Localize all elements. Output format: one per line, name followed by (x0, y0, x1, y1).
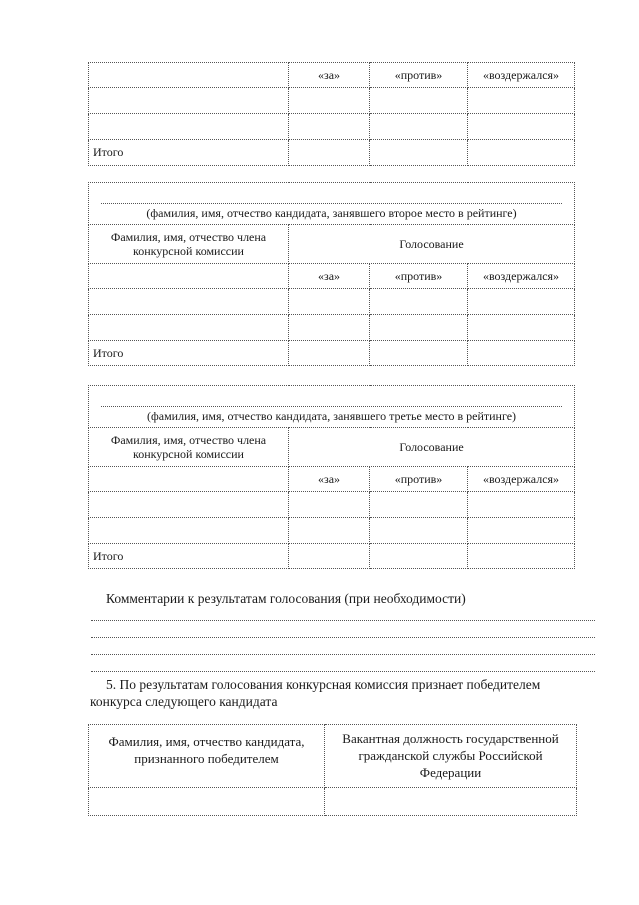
candidate-caption: (фамилия, имя, отчество кандидата, занявшего третье место в рейтинге) (146, 409, 517, 423)
voting-table-first-candidate (88, 62, 575, 166)
table-row (89, 88, 575, 114)
comment-line[interactable] (91, 637, 595, 638)
section-5-line-2: конкурса следующего кандидата (90, 694, 278, 709)
member-header: Фамилия, имя, отчество члена конкурсной комиссии (89, 225, 289, 264)
candidate-caption: (фамилия, имя, отчество кандидата, занявшего второе место в рейтинге) (146, 206, 517, 220)
vacancy-cell[interactable] (325, 788, 577, 816)
vote-header-abstained: «воздержался» (468, 467, 575, 492)
candidate-name-field[interactable] (89, 386, 575, 428)
table-row (89, 492, 575, 518)
member-header: Фамилия, имя, отчество члена конкурсной комиссии (89, 428, 289, 467)
section-5-line-1: 5. По результатам голосования конкурсная комиссия признает победителем (106, 677, 541, 692)
voting-header: Голосование (289, 225, 575, 264)
vote-header-against: «против» (370, 467, 468, 492)
table-row (89, 315, 575, 341)
candidate-name-line (101, 186, 562, 204)
total-label: Итого (89, 341, 289, 366)
table-cell (89, 63, 289, 88)
vote-header-for: «за» (289, 63, 370, 88)
vote-header-for: «за» (289, 467, 370, 492)
vote-header-against: «против» (370, 63, 468, 88)
voting-table-third-candidate (88, 385, 575, 569)
winner-table (88, 724, 577, 816)
voting-header: Голосование (289, 428, 575, 467)
comment-line[interactable] (91, 620, 595, 621)
comments-label: Комментарии к результатам голосования (при необходимости) (106, 591, 466, 606)
comment-line[interactable] (91, 654, 595, 655)
table-row (89, 114, 575, 140)
table-row (89, 289, 575, 315)
vote-header-against: «против» (370, 264, 468, 289)
winner-name-header: Фамилия, имя, отчество кандидата, признанного победителем (89, 725, 325, 788)
table-row-total (89, 140, 575, 166)
total-label: Итого (89, 544, 289, 569)
vacancy-header: Вакантная должность государственной гражданской службы Российской Федерации (325, 725, 577, 788)
winner-name-cell[interactable] (89, 788, 325, 816)
vote-header-abstained: «воздержался» (468, 264, 575, 289)
voting-table-second-candidate (88, 182, 575, 366)
candidate-name-line (101, 389, 562, 407)
table-row (89, 788, 577, 816)
candidate-name-field[interactable] (89, 183, 575, 225)
table-row-total (89, 544, 575, 569)
total-label: Итого (89, 140, 289, 166)
section-5-paragraph (90, 676, 610, 710)
table-row (89, 518, 575, 544)
vote-header-for: «за» (289, 264, 370, 289)
table-row-total (89, 341, 575, 366)
vote-header-abstained: «воздержался» (468, 63, 575, 88)
comment-line[interactable] (91, 671, 595, 672)
